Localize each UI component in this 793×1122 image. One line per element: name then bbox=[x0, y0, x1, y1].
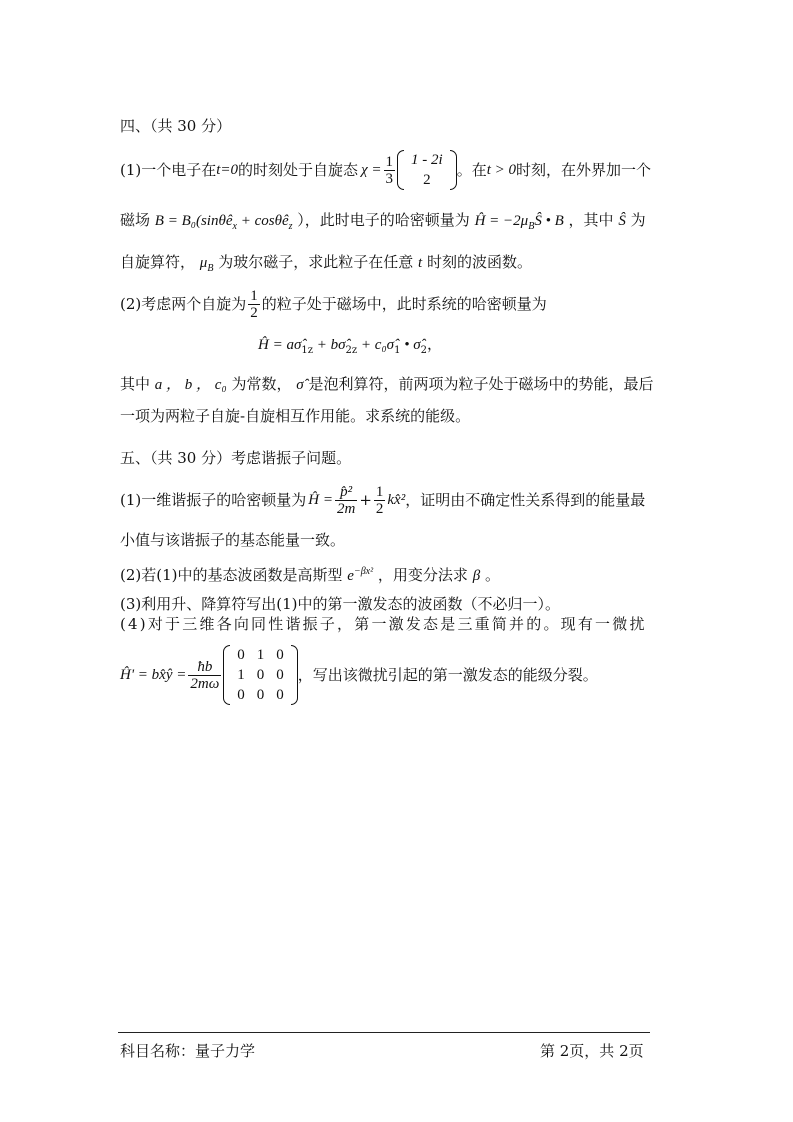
q4-2-rest: 的粒子处于磁场中，此时系统的哈密顿量为 bbox=[261, 295, 547, 313]
q4-1-line3: 自旋算符， $\mu_B$ 为玻尔磁子，求此粒子在任意 t 时刻的波函数。 bbox=[120, 253, 532, 274]
q4-1-tgt: t > 0 bbox=[486, 162, 517, 178]
q4-2-line3 bbox=[120, 374, 653, 395]
matrix-cell: 0 bbox=[256, 687, 265, 703]
q5-4-frac-den: 2mω bbox=[190, 675, 220, 692]
q4-1-spinor-bot: 2 bbox=[423, 172, 431, 188]
q4-2-line1 bbox=[120, 286, 547, 322]
q5-2-c: 。 bbox=[484, 566, 500, 584]
matrix-cell: 0 bbox=[256, 667, 265, 683]
q5-1-kx: kx̂² bbox=[387, 492, 406, 508]
q4-1-l2a: 磁场 bbox=[120, 211, 151, 229]
q5-2-beta: β bbox=[472, 568, 481, 584]
q5-4-H: Ĥ' = bx̂ŷ = bbox=[120, 667, 187, 683]
q4-2-eq2: + bσ̂ bbox=[313, 337, 346, 353]
q5-1-line2 bbox=[120, 530, 345, 550]
matrix-cell: 0 bbox=[237, 687, 245, 703]
q4-2-eq1: Ĥ = aσ̂ bbox=[258, 337, 302, 353]
section-5-heading-text: 五、（共 30 分）考虑谐振子问题。 bbox=[120, 449, 352, 467]
q5-4-end: ，写出该微扰引起的第一激发态的能级分裂。 bbox=[297, 666, 598, 684]
matrix-cell: 0 bbox=[276, 667, 284, 683]
q4-1-l2d: 为 bbox=[630, 211, 646, 229]
q4-2-eq4: • σ̂ bbox=[400, 337, 421, 353]
q4-2-l3a: 其中 bbox=[120, 375, 151, 393]
q4-1-field-B: B = B₀(sinθê bbox=[154, 213, 233, 229]
q4-2-eq-end: ， bbox=[426, 335, 442, 353]
q5-1-frac1-num: p̂² bbox=[335, 484, 357, 501]
q4-1-t: t bbox=[418, 255, 423, 271]
matrix-cell: 0 bbox=[276, 687, 284, 703]
q4-2-vars: a ， b ， c₀ bbox=[154, 377, 227, 393]
q5-2-exp: e bbox=[347, 568, 354, 584]
q4-2-eq3: + c₀σ̂ bbox=[357, 337, 395, 353]
q4-2-equation: Ĥ = $a\sigmâ_{1z}$ + $b\sigmâ_{2z}$ + $c_0\sigmâ_1$ • $\sigmâ_2$， bbox=[258, 335, 442, 356]
q5-1-l2: 小值与该谐振子的基态能量一致。 bbox=[120, 531, 346, 549]
q4-1-frac-num: 1 bbox=[385, 153, 394, 170]
footer-page-number: 第 2页，共 2页 bbox=[540, 1042, 644, 1060]
q5-3-text: (3)利用升、降算符写出(1)中的第一激发态的波函数（不必归一）。 bbox=[120, 595, 560, 613]
q5-2-b: ，用变分法求 bbox=[377, 566, 468, 584]
q4-2-l3c: 是泡利算符，前两项为粒子处于磁场中的势能，最后 bbox=[308, 375, 654, 393]
q4-1-l3a: 自旋算符， bbox=[120, 253, 196, 271]
q5-1-frac1-den: 2m bbox=[336, 500, 356, 517]
q4-1-frac-den: 3 bbox=[385, 170, 394, 187]
q5-3-line bbox=[120, 594, 560, 614]
footer-rule bbox=[118, 1032, 650, 1033]
q4-2-sigma: σ̂ bbox=[296, 377, 304, 393]
q4-1-hamiltonian2: Ŝ • B bbox=[534, 213, 564, 229]
q4-1-after: 。在 bbox=[456, 161, 487, 179]
matrix-cell: 1 bbox=[256, 647, 265, 663]
q4-1-spin-op: Ŝ bbox=[618, 213, 626, 229]
q4-1-end: 时刻，在外界加一个 bbox=[516, 161, 652, 179]
q5-2-exp-sup: −βx² bbox=[353, 566, 374, 577]
q4-2-l4: 一项为两粒子自旋-自旋相互作用能。求系统的能级。 bbox=[120, 407, 471, 425]
q5-1-line1 bbox=[120, 478, 645, 522]
q4-1-l2b: ），此时电子的哈密顿量为 bbox=[297, 211, 470, 229]
q5-1-plus: + bbox=[359, 491, 372, 509]
q4-1-hamiltonian: Ĥ = −2μ bbox=[474, 213, 529, 229]
q5-1-H: Ĥ = bbox=[308, 492, 333, 508]
q4-2-prefix: (2)考虑两个自旋为 bbox=[120, 295, 247, 313]
footer-subject: 科目名称：量子力学 bbox=[120, 1042, 256, 1060]
q4-1-line1 bbox=[120, 148, 651, 192]
q4-1-prefix: (1)一个电子在 bbox=[120, 161, 217, 179]
q4-1-l3c: 时刻的波函数。 bbox=[426, 253, 532, 271]
q4-1-line2: 磁场 B = B₀(sinθê$_x$ + cosθê$_z$ ），此时电子的哈密顿量为 Ĥ = $-2\mu_BŜ$ • B ，其中 Ŝ 为 bbox=[120, 211, 646, 232]
q5-4-line2 bbox=[120, 642, 598, 708]
q5-4-frac bbox=[188, 659, 221, 692]
section-4-heading-text: 四、（共 30 分） bbox=[120, 117, 232, 135]
q5-2-a: (2)若(1)中的基态波函数是高斯型 bbox=[120, 566, 343, 584]
matrix-cell: 1 bbox=[237, 667, 245, 683]
q4-2-frac bbox=[248, 288, 260, 321]
q4-1-chi: χ = bbox=[361, 162, 382, 178]
q5-1-frac2 bbox=[374, 484, 386, 517]
matrix-cell: 0 bbox=[237, 647, 245, 663]
q4-1-field-B2: + cosθê bbox=[236, 213, 289, 229]
q4-2-frac-den: 2 bbox=[250, 304, 258, 321]
section-5-heading bbox=[120, 448, 351, 468]
q4-2-line4 bbox=[120, 406, 470, 426]
q4-1-frac bbox=[384, 154, 396, 187]
q4-1-l2c: ，其中 bbox=[568, 211, 614, 229]
q4-2-frac-num: 1 bbox=[250, 287, 258, 304]
q5-1-b: ，证明由不确定性关系得到的能量最 bbox=[405, 491, 646, 509]
matrix-cell: 0 bbox=[276, 647, 284, 663]
q4-1-l3b: 为玻尔磁子，求此粒子在任意 bbox=[218, 253, 414, 271]
section-4-heading bbox=[120, 116, 231, 136]
q5-1-frac1 bbox=[335, 484, 357, 517]
q5-4-line1 bbox=[120, 614, 647, 634]
q5-1-a: (1)一维谐振子的哈密顿量为 bbox=[120, 491, 307, 509]
q5-4-matrix bbox=[223, 645, 298, 705]
q4-1-spinor bbox=[397, 150, 457, 190]
q5-2-line bbox=[120, 562, 500, 586]
q5-4-frac-num: ħb bbox=[188, 659, 221, 676]
q4-1-t0: t=0 bbox=[216, 162, 239, 178]
q4-1-spinor-top: 1 - 2i bbox=[411, 152, 443, 168]
q4-1-mid: 的时刻处于自旋态 bbox=[238, 161, 359, 179]
q5-4-l1: (4)对于三维各向同性谐振子，第一激发态是三重简并的。现有一微扰 bbox=[120, 615, 647, 633]
q5-1-frac2-num: 1 bbox=[375, 483, 384, 500]
q4-1-muB: μ bbox=[199, 255, 208, 271]
q4-2-l3b: 为常数， bbox=[231, 375, 292, 393]
q5-1-frac2-den: 2 bbox=[375, 500, 384, 517]
